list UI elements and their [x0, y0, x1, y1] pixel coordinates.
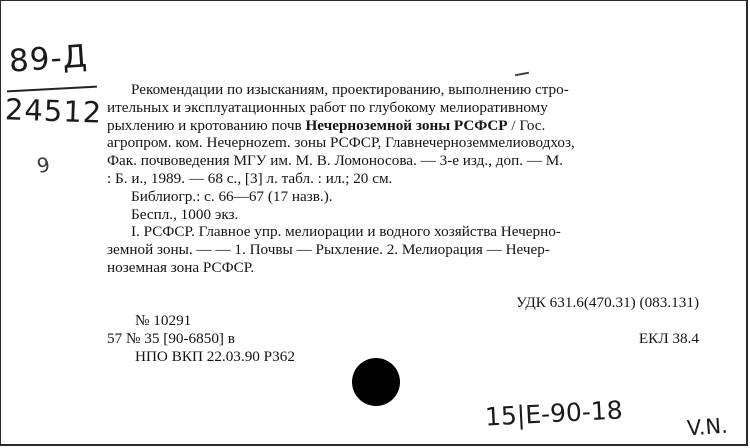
title-line: Рекомендации по изысканиям, проектированию, выполнению стро- [131, 81, 569, 98]
card-body [107, 81, 699, 277]
handwritten-underline [7, 86, 97, 93]
subject-headings: ноземная зона РСФСР. [107, 258, 255, 276]
pencil-mark [515, 72, 529, 76]
title-line [107, 117, 699, 135]
title-line: ительных и эксплуатационных работ по глубокому мелиоративному [107, 98, 548, 116]
title-emphasis: Нечерноземной зоны РСФСР [305, 116, 508, 134]
handwritten-initials: V.N. [686, 413, 729, 441]
title-text: рыхлению и кротованию почв [107, 116, 306, 134]
imprint-line: : Б. и., 1989. — 68 с., [3] л. табл. : ил.; 20 см. [107, 169, 393, 187]
printer-info: НПО ВКП 22.03.90 Р362 [135, 348, 295, 365]
punch-hole [352, 358, 400, 406]
card-number: № 10291 [135, 312, 192, 329]
subject-headings: земной зоны. — — 1. Почвы — Рыхление. 2. Мелиорация — Нечер- [107, 241, 550, 259]
responsibility-line: агропром. ком. Нечерноzem. зоны РСФСР, Главнечерноземмелиоводхоз, [107, 134, 575, 152]
bibliography-note: Библиогр.: с. 66—67 (17 назв.). [131, 187, 333, 205]
handwritten-shelf-code: 15|Е-90-18 [484, 395, 624, 432]
handwritten-side-code: 9 [34, 151, 53, 179]
ekl-code: ЕКЛ 38.4 [638, 330, 699, 347]
handwritten-code: 89-Д [7, 38, 90, 80]
subject-headings: I. РСФСР. Главное упр. мелиорации и водного хозяйства Нечерно- [131, 223, 561, 241]
order-number: 57 № 35 [90-6850] в [107, 330, 235, 347]
price-note: Беспл., 1000 экз. [131, 205, 239, 223]
edition-line: Фак. почвоведения МГУ им. М. В. Ломоносова. — 3-е изд., доп. — М. [107, 152, 564, 170]
title-text: / Гос. [507, 116, 546, 134]
udk-code: УДК 631.6(470.31) (083.131) [516, 294, 699, 311]
handwritten-number: 24512 [4, 92, 103, 130]
